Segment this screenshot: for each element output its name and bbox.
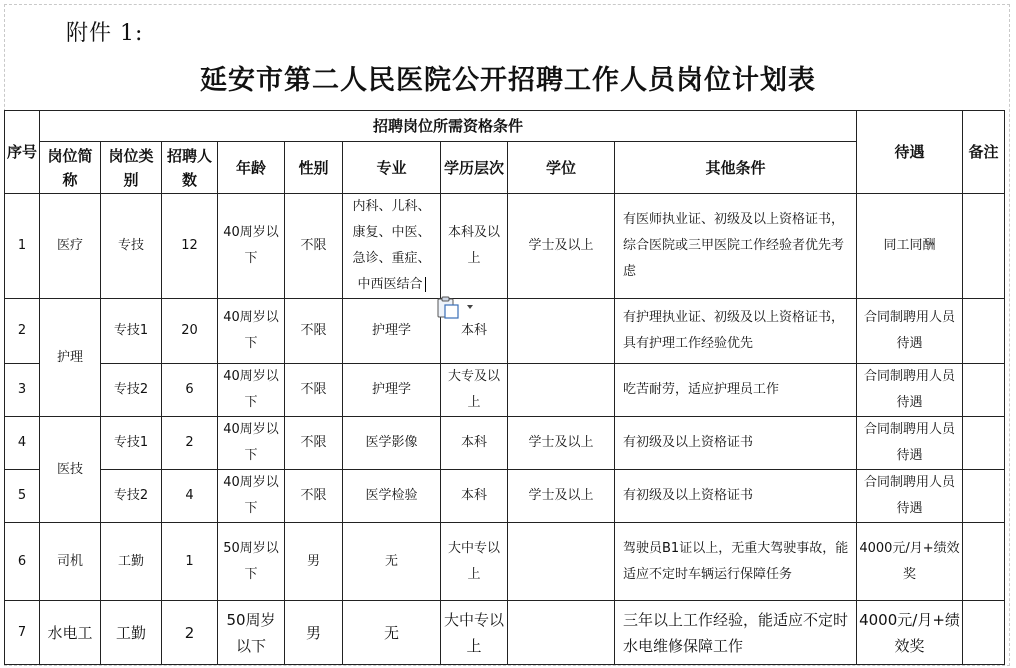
- cell-type: 工勤: [101, 523, 162, 601]
- cell-degree: [508, 601, 615, 665]
- text-cursor: [425, 277, 426, 292]
- cell-remarks: [963, 601, 1005, 665]
- page-title: 延安市第二人民医院公开招聘工作人员岗位计划表: [200, 65, 816, 96]
- cell-remarks: [963, 364, 1005, 417]
- cell-major: 护理学: [343, 364, 441, 417]
- cell-treatment: 合同制聘用人员待遇: [857, 364, 963, 417]
- cell-treatment: 4000元/月+绩效奖: [857, 523, 963, 601]
- cell-other: 驾驶员B1证以上，无重大驾驶事故，能适应不定时车辆运行保障任务: [615, 523, 857, 601]
- cell-position: 医技: [40, 417, 101, 523]
- cell-type: 工勤: [101, 601, 162, 665]
- cell-gender: 不限: [285, 470, 343, 523]
- cell-type: 专技2: [101, 470, 162, 523]
- paste-options-icon[interactable]: [436, 296, 476, 320]
- cell-age: 40周岁以下: [218, 194, 285, 299]
- cell-education: 本科及以上: [441, 194, 508, 299]
- cell-degree: 学士及以上: [508, 470, 615, 523]
- header-gender: 性别: [285, 142, 343, 194]
- cell-degree: 学士及以上: [508, 417, 615, 470]
- header-remarks: 备注: [963, 111, 1005, 194]
- header-education: 学历层次: [441, 142, 508, 194]
- table-row: [5, 364, 1005, 417]
- cell-type: 专技1: [101, 417, 162, 470]
- cell-count: 20: [162, 299, 218, 364]
- cell-no: 5: [5, 470, 40, 523]
- cell-no: 3: [5, 364, 40, 417]
- cell-degree: 学士及以上: [508, 194, 615, 299]
- cell-gender: 不限: [285, 194, 343, 299]
- cell-age: 40周岁以下: [218, 299, 285, 364]
- header-treatment: 待遇: [857, 111, 963, 194]
- cell-gender: 男: [285, 523, 343, 601]
- header-age: 年龄: [218, 142, 285, 194]
- cell-remarks: [963, 470, 1005, 523]
- cell-gender: 不限: [285, 417, 343, 470]
- cell-position: 护理: [40, 299, 101, 417]
- table-row: [5, 470, 1005, 523]
- cell-gender: 男: [285, 601, 343, 665]
- table-row: [5, 523, 1005, 601]
- cell-type: 专技1: [101, 299, 162, 364]
- cell-other: 有初级及以上资格证书: [615, 470, 857, 523]
- cell-count: 4: [162, 470, 218, 523]
- cell-degree: [508, 364, 615, 417]
- cell-age: 40周岁以下: [218, 364, 285, 417]
- cell-age: 50周岁以下: [218, 523, 285, 601]
- cell-major: 护理学: [343, 299, 441, 364]
- cell-count: 1: [162, 523, 218, 601]
- header-degree: 学位: [508, 142, 615, 194]
- cell-position: 司机: [40, 523, 101, 601]
- cell-other: 有医师执业证、初级及以上资格证书，综合医院或三甲医院工作经验者优先考虑: [615, 194, 857, 299]
- cell-position: 医疗: [40, 194, 101, 299]
- cell-remarks: [963, 194, 1005, 299]
- cell-age: 50周岁以下: [218, 601, 285, 665]
- table-row: [5, 601, 1005, 665]
- cell-treatment: 同工同酬: [857, 194, 963, 299]
- cell-education: 大中专以上: [441, 523, 508, 601]
- cell-major: 医学影像: [343, 417, 441, 470]
- table-row: [5, 299, 1005, 364]
- cell-other: 三年以上工作经验，能适应不定时水电维修保障工作: [615, 601, 857, 665]
- cell-degree: [508, 523, 615, 601]
- cell-major[interactable]: [343, 194, 441, 299]
- cell-count: 2: [162, 417, 218, 470]
- cell-other: 有初级及以上资格证书: [615, 417, 857, 470]
- cell-treatment: 合同制聘用人员待遇: [857, 417, 963, 470]
- header-serial: 序号: [5, 111, 40, 194]
- header-position-type: 岗位类别: [101, 142, 162, 194]
- cell-major-text: 内科、儿科、康复、中医、急诊、重症、中西医结合: [352, 199, 431, 292]
- table-row: [5, 417, 1005, 470]
- cell-education: 大专及以上: [441, 364, 508, 417]
- cell-type: 专技: [101, 194, 162, 299]
- cell-type: 专技2: [101, 364, 162, 417]
- cell-no: 1: [5, 194, 40, 299]
- cell-age: 40周岁以下: [218, 470, 285, 523]
- cell-gender: 不限: [285, 364, 343, 417]
- cell-age: 40周岁以下: [218, 417, 285, 470]
- header-qualification-group: 招聘岗位所需资格条件: [40, 111, 857, 142]
- cell-no: 2: [5, 299, 40, 364]
- cell-other: 吃苦耐劳，适应护理员工作: [615, 364, 857, 417]
- header-other: 其他条件: [615, 142, 857, 194]
- cell-remarks: [963, 523, 1005, 601]
- cell-count: 6: [162, 364, 218, 417]
- cell-treatment: 4000元/月+绩效奖: [857, 601, 963, 665]
- cell-major: 无: [343, 601, 441, 665]
- cell-position: 水电工: [40, 601, 101, 665]
- table-row: [5, 194, 1005, 299]
- cell-no: 4: [5, 417, 40, 470]
- cell-no: 6: [5, 523, 40, 601]
- cell-other: 有护理执业证、初级及以上资格证书，具有护理工作经验优先: [615, 299, 857, 364]
- cell-count: 12: [162, 194, 218, 299]
- attachment-label: 附件 1:: [66, 21, 144, 46]
- header-major: 专业: [343, 142, 441, 194]
- header-position-name: 岗位简称: [40, 142, 101, 194]
- cell-education: 本科: [441, 470, 508, 523]
- cell-remarks: [963, 417, 1005, 470]
- cell-degree: [508, 299, 615, 364]
- cell-major: 医学检验: [343, 470, 441, 523]
- cell-treatment: 合同制聘用人员待遇: [857, 470, 963, 523]
- cell-education: 大中专以上: [441, 601, 508, 665]
- cell-gender: 不限: [285, 299, 343, 364]
- cell-no: 7: [5, 601, 40, 665]
- cell-education: 本科: [441, 299, 508, 364]
- cell-count: 2: [162, 601, 218, 665]
- cell-education: 本科: [441, 417, 508, 470]
- cell-major: 无: [343, 523, 441, 601]
- header-headcount: 招聘人数: [162, 142, 218, 194]
- position-plan-table: [4, 110, 1005, 665]
- cell-treatment: 合同制聘用人员待遇: [857, 299, 963, 364]
- cell-remarks: [963, 299, 1005, 364]
